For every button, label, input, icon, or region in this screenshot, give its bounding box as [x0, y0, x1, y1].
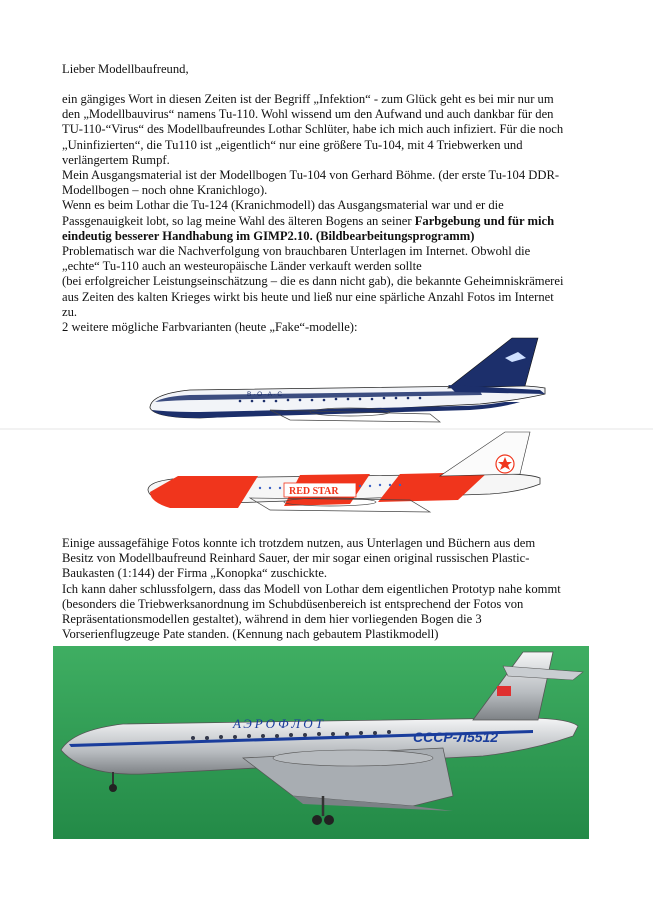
text-line: Mein Ausgangsmaterial ist der Modellbogen Tu-104 von Gerhard Böhme. (der erste Tu-104 DDR- — [62, 168, 560, 183]
letter-paragraph-photos — [62, 536, 582, 642]
text-line: Modellbogen – noch ohne Kranichlogo). — [62, 183, 268, 198]
text-line: Besitz von Modellbaufreund Reinhard Sauer, der mir sogar einen original russischen Plastic- — [62, 551, 530, 566]
model-photo — [53, 646, 589, 839]
text-line-bold: eindeutig besserer Handhabung im GIMP2.10. (Bildbearbeitungsprogramm) — [62, 228, 475, 243]
text-line: zu. — [62, 304, 78, 319]
text-bold: Farbgebung und für mich — [414, 213, 555, 228]
text-line: (bei erfolgreicher Leistungseinschätzung – die es dann nicht gab), die bekannte Geheimniskrämerei — [62, 274, 564, 289]
boac-livery-drawing — [0, 330, 653, 430]
text-line: Vorserienflugzeuge Pate standen. (Kennung nach gebautem Plastikmodell) — [62, 627, 439, 642]
photo-airline-title: АЭРОФЛОТ — [233, 716, 326, 731]
text-line: 2 weitere mögliche Farbvarianten (heute „Fake“-modelle): — [62, 320, 358, 335]
text-line: Einige aussagefähige Fotos konnte ich trotzdem nutzen, aus Unterlagen und Büchern aus dem — [62, 536, 536, 550]
redstar-livery-drawing — [0, 428, 653, 528]
text-line: Wenn es beim Lothar die Tu-124 (Kranichmodell) das Ausgangsmaterial war und er die — [62, 198, 504, 213]
text-line: „Uninfizierten“, die Tu110 ist „eigentlich“ nur eine größere Tu-104, mit 4 Triebwerken und — [62, 137, 523, 152]
letter-paragraph-intro — [62, 92, 582, 335]
text-line: den „Modellbauvirus“ namens Tu-110. Wohl wissend um den Aufwand und auch dankbar für den — [62, 107, 554, 122]
text-line: Repräsentationsmodellen gestaltet), während in dem hier vorliegenden Bogen die 3 — [62, 612, 482, 627]
text-line: Ich kann daher schlussfolgern, dass das Modell von Lothar dem eigentlichen Prototyp nahe kommt — [62, 581, 561, 596]
text-line: Baukasten (1:144) der Firma „Konopka“ zuschickte. — [62, 566, 328, 581]
text-line: aus Zeiten des kalten Krieges wirkt bis heute und ließ nur eine spärliche Anzahl Fotos im Internet — [62, 289, 554, 304]
text-line: „echte“ Tu-110 auch an westeuropäische Länder verkauft werden sollte — [62, 259, 422, 274]
photo-registration: СССР-Л5512 — [413, 729, 499, 745]
text-line: Problematisch war die Nachverfolgung von brauchbaren Unterlagen im Internet. Obwohl die — [62, 244, 531, 259]
letter-greeting: Lieber Modellbaufreund, — [62, 62, 189, 76]
text-line: (besonders die Triebwerksanordnung im Schubdüsenbereich ist entsprechend der Fotos von — [62, 596, 524, 611]
text-normal: Passgenauigkeit lobt, so lag meine Wahl des älteren Bogens an seiner — [62, 213, 415, 228]
text-line: TU-110-“Virus“ des Modellbaufreundes Lothar Schlüter, habe ich mich auch infiziert. Für die noch — [62, 122, 564, 137]
boac-livery-text: B · O · A · C — [247, 391, 283, 398]
text-line: ein gängiges Wort in diesen Zeiten ist der Begriff „Infektion“ - zum Glück geht es bei mir nur um — [62, 92, 554, 106]
redstar-livery-text: RED STAR — [289, 486, 339, 497]
text-line: verlängertem Rumpf. — [62, 152, 170, 167]
text-line — [62, 214, 582, 229]
